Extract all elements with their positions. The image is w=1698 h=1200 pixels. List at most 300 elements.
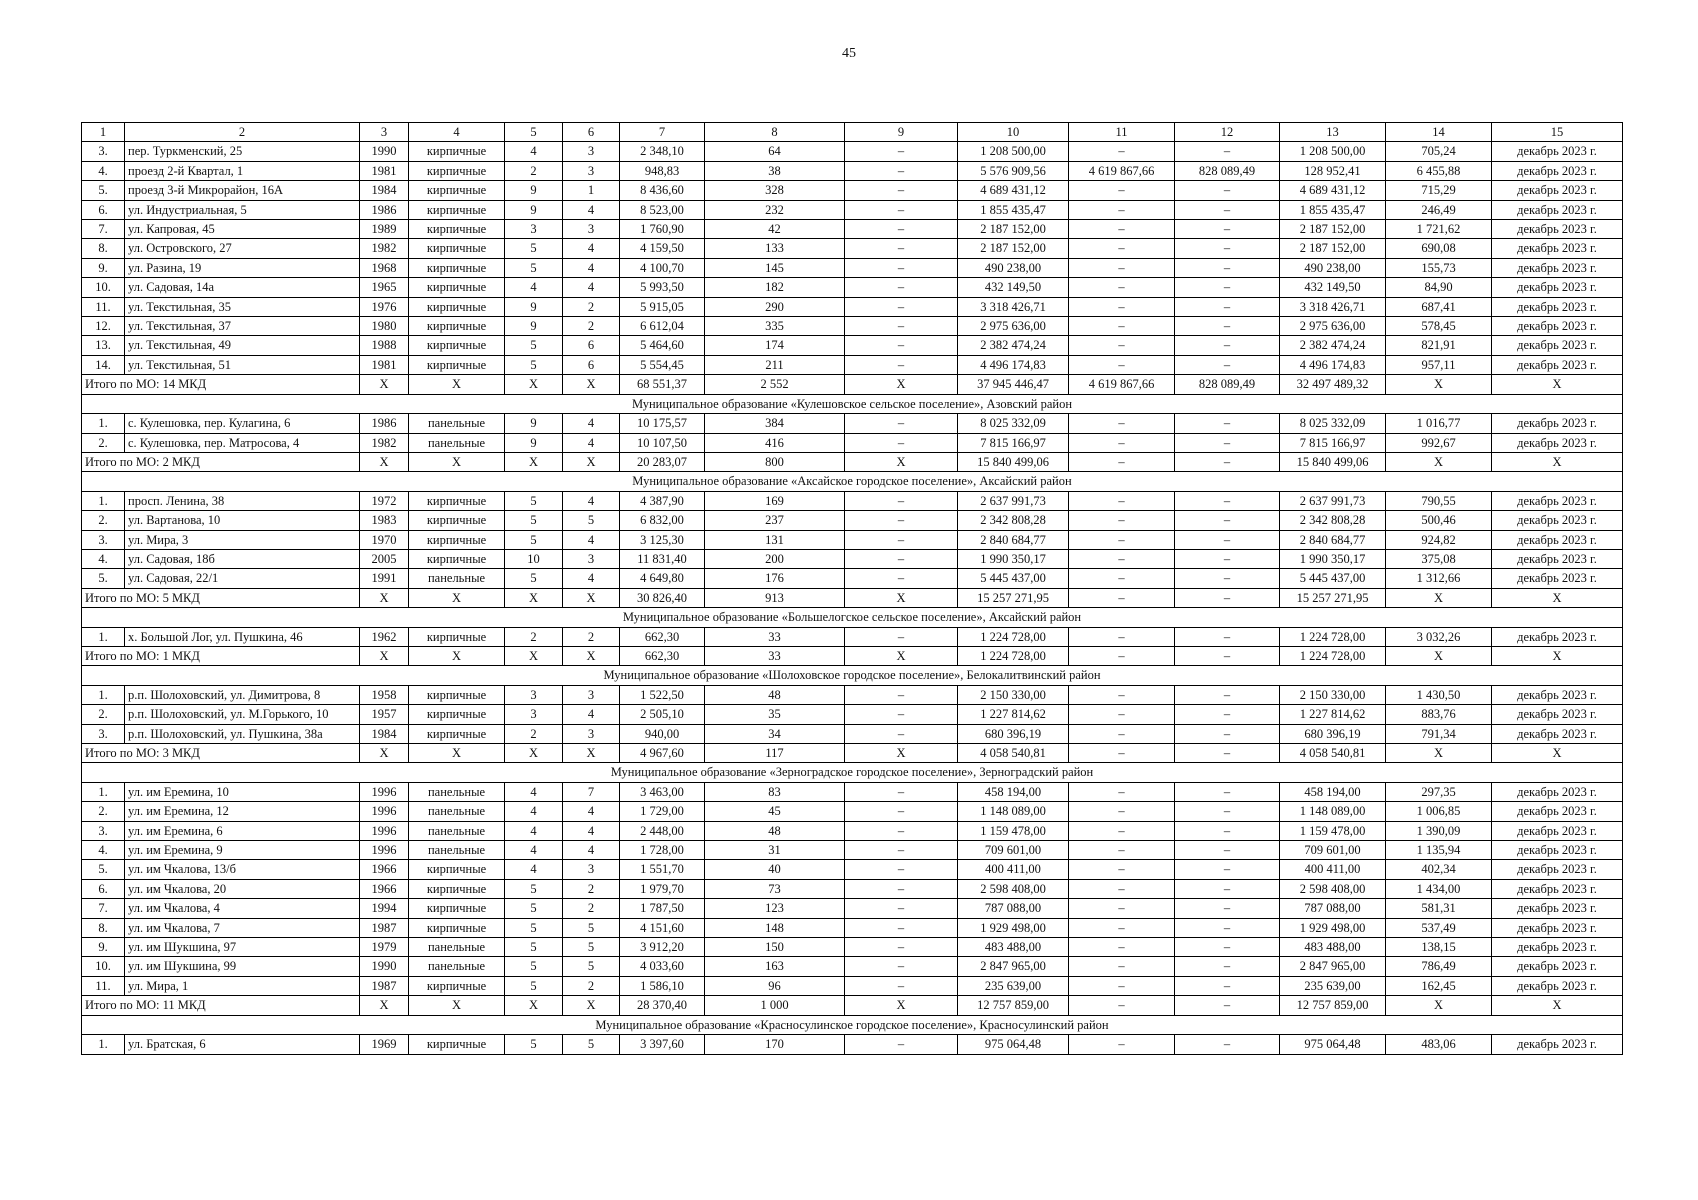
municipality-section-row — [82, 394, 1623, 413]
table-cell: 1 159 478,00 — [1280, 821, 1386, 840]
total-cell: Х — [845, 646, 958, 665]
table-cell: 4 151,60 — [620, 918, 705, 937]
table-cell: 2 505,10 — [620, 705, 705, 724]
table-cell: 2 — [563, 899, 620, 918]
table-cell: 145 — [705, 258, 845, 277]
total-cell: 15 257 271,95 — [958, 588, 1069, 607]
table-cell: декабрь 2023 г. — [1492, 161, 1623, 180]
table-cell: 8 025 332,09 — [1280, 414, 1386, 433]
total-cell: 4 619 867,66 — [1069, 375, 1175, 394]
table-cell: 4 — [563, 239, 620, 258]
table-row — [82, 685, 1623, 704]
table-cell: 11. — [82, 297, 125, 316]
table-cell: 5 — [505, 569, 563, 588]
table-cell: – — [1069, 1035, 1175, 1054]
table-cell: – — [845, 802, 958, 821]
table-cell: декабрь 2023 г. — [1492, 569, 1623, 588]
table-cell: кирпичные — [409, 491, 505, 510]
table-cell: 483 488,00 — [958, 938, 1069, 957]
total-cell: 1 224 728,00 — [1280, 646, 1386, 665]
table-cell: панельные — [409, 802, 505, 821]
table-cell: – — [1069, 724, 1175, 743]
table-cell: 402,34 — [1386, 860, 1492, 879]
table-cell: – — [1069, 899, 1175, 918]
table-cell: 1970 — [360, 530, 409, 549]
table-cell: 3 032,26 — [1386, 627, 1492, 646]
table-cell: – — [1069, 782, 1175, 801]
table-cell: декабрь 2023 г. — [1492, 511, 1623, 530]
table-cell: 1. — [82, 491, 125, 510]
total-cell: Х — [409, 588, 505, 607]
address-cell: ул. Мира, 1 — [125, 976, 360, 995]
table-cell: 5 — [563, 957, 620, 976]
table-cell: 5 445 437,00 — [958, 569, 1069, 588]
table-cell: 705,24 — [1386, 142, 1492, 161]
table-cell: 4 — [505, 278, 563, 297]
table-cell: 4 496 174,83 — [1280, 355, 1386, 374]
table-cell: 1 760,90 — [620, 220, 705, 239]
table-cell: 3. — [82, 724, 125, 743]
table-cell: 3 318 426,71 — [958, 297, 1069, 316]
table-cell: 4 — [563, 705, 620, 724]
table-cell: 84,90 — [1386, 278, 1492, 297]
table-cell: – — [1175, 938, 1280, 957]
table-cell: 4. — [82, 549, 125, 568]
table-cell: 4 — [563, 258, 620, 277]
table-cell: кирпичные — [409, 724, 505, 743]
table-cell: – — [845, 627, 958, 646]
table-row — [82, 200, 1623, 219]
total-cell: Х — [360, 452, 409, 471]
table-cell: кирпичные — [409, 549, 505, 568]
total-cell: – — [1175, 646, 1280, 665]
table-cell: 416 — [705, 433, 845, 452]
table-cell: 1 227 814,62 — [958, 705, 1069, 724]
table-cell: 2005 — [360, 549, 409, 568]
table-body — [82, 142, 1623, 1054]
table-cell: кирпичные — [409, 297, 505, 316]
table-cell: – — [1175, 821, 1280, 840]
column-header: 6 — [563, 123, 620, 142]
table-cell: 1 016,77 — [1386, 414, 1492, 433]
address-cell: ул. Вартанова, 10 — [125, 511, 360, 530]
table-cell: 4 — [563, 200, 620, 219]
table-cell: 1 990 350,17 — [1280, 549, 1386, 568]
table-cell: 400 411,00 — [1280, 860, 1386, 879]
table-cell: 821,91 — [1386, 336, 1492, 355]
total-cell: Х — [563, 452, 620, 471]
address-cell: с. Кулешовка, пер. Кулагина, 6 — [125, 414, 360, 433]
total-cell: 662,30 — [620, 646, 705, 665]
table-cell: 35 — [705, 705, 845, 724]
table-cell: декабрь 2023 г. — [1492, 278, 1623, 297]
total-cell: Х — [505, 588, 563, 607]
table-cell: 975 064,48 — [958, 1035, 1069, 1054]
table-cell: 9 — [505, 200, 563, 219]
table-cell: 2 — [505, 161, 563, 180]
table-cell: 1 148 089,00 — [1280, 802, 1386, 821]
address-cell: ул. Капровая, 45 — [125, 220, 360, 239]
table-row — [82, 511, 1623, 530]
table-cell: декабрь 2023 г. — [1492, 705, 1623, 724]
table-cell: 5 554,45 — [620, 355, 705, 374]
column-header: 13 — [1280, 123, 1386, 142]
table-cell: кирпичные — [409, 879, 505, 898]
table-cell: 1990 — [360, 142, 409, 161]
address-cell: пер. Туркменский, 25 — [125, 142, 360, 161]
table-cell: – — [1069, 938, 1175, 957]
table-cell: – — [1069, 860, 1175, 879]
table-cell: 131 — [705, 530, 845, 549]
table-cell: 33 — [705, 627, 845, 646]
table-row — [82, 1035, 1623, 1054]
table-cell: 48 — [705, 821, 845, 840]
municipality-section-row — [82, 763, 1623, 782]
table-cell: 328 — [705, 181, 845, 200]
table-cell: 4 689 431,12 — [1280, 181, 1386, 200]
table-cell: 7. — [82, 899, 125, 918]
table-cell: 1966 — [360, 879, 409, 898]
table-cell: 200 — [705, 549, 845, 568]
table-cell: 3. — [82, 821, 125, 840]
table-cell: 384 — [705, 414, 845, 433]
table-cell: 2 187 152,00 — [958, 239, 1069, 258]
table-cell: – — [1069, 957, 1175, 976]
table-cell: 4 — [505, 821, 563, 840]
table-cell: 4 496 174,83 — [958, 355, 1069, 374]
table-cell: 3 463,00 — [620, 782, 705, 801]
total-cell: Х — [505, 452, 563, 471]
total-cell: – — [1069, 588, 1175, 607]
total-cell: – — [1175, 452, 1280, 471]
total-cell: Х — [1492, 375, 1623, 394]
total-cell: 15 840 499,06 — [1280, 452, 1386, 471]
table-cell: 138,15 — [1386, 938, 1492, 957]
table-cell: декабрь 2023 г. — [1492, 549, 1623, 568]
address-cell: х. Большой Лог, ул. Пушкина, 46 — [125, 627, 360, 646]
table-cell: 5 — [505, 355, 563, 374]
column-header: 14 — [1386, 123, 1492, 142]
table-cell: 975 064,48 — [1280, 1035, 1386, 1054]
table-cell: кирпичные — [409, 511, 505, 530]
table-cell: 2 847 965,00 — [958, 957, 1069, 976]
table-cell: – — [1069, 297, 1175, 316]
table-cell: 6. — [82, 200, 125, 219]
table-cell: 6 832,00 — [620, 511, 705, 530]
table-cell: 4 — [505, 841, 563, 860]
total-cell: 30 826,40 — [620, 588, 705, 607]
table-cell: – — [1069, 821, 1175, 840]
table-cell: панельные — [409, 782, 505, 801]
table-cell: панельные — [409, 433, 505, 452]
table-cell: 1966 — [360, 860, 409, 879]
municipality-total-row — [82, 744, 1623, 763]
table-cell: 12. — [82, 317, 125, 336]
table-cell: кирпичные — [409, 220, 505, 239]
table-cell: 4 — [563, 569, 620, 588]
table-cell: 45 — [705, 802, 845, 821]
table-cell: – — [845, 317, 958, 336]
total-cell: – — [1069, 744, 1175, 763]
table-cell: 2 847 965,00 — [1280, 957, 1386, 976]
table-row — [82, 491, 1623, 510]
total-cell: 4 967,60 — [620, 744, 705, 763]
table-cell: декабрь 2023 г. — [1492, 685, 1623, 704]
table-cell: – — [1069, 317, 1175, 336]
table-cell: – — [1069, 530, 1175, 549]
total-cell: 32 497 489,32 — [1280, 375, 1386, 394]
table-cell: – — [845, 549, 958, 568]
table-cell: – — [1069, 685, 1175, 704]
table-cell: 1996 — [360, 821, 409, 840]
table-cell: 687,41 — [1386, 297, 1492, 316]
table-cell: 232 — [705, 200, 845, 219]
column-header: 10 — [958, 123, 1069, 142]
table-cell: декабрь 2023 г. — [1492, 841, 1623, 860]
total-label: Итого по МО: 11 МКД — [82, 996, 360, 1015]
table-cell: кирпичные — [409, 239, 505, 258]
table-cell: 3 — [563, 142, 620, 161]
table-cell: – — [1175, 860, 1280, 879]
table-cell: 1 430,50 — [1386, 685, 1492, 704]
address-cell: ул. Индустриальная, 5 — [125, 200, 360, 219]
table-cell: – — [1175, 355, 1280, 374]
table-cell: 786,49 — [1386, 957, 1492, 976]
table-cell: 9 — [505, 181, 563, 200]
table-cell: кирпичные — [409, 685, 505, 704]
table-cell: 5. — [82, 569, 125, 588]
address-cell: р.п. Шолоховский, ул. Пушкина, 38а — [125, 724, 360, 743]
table-cell: 4 619 867,66 — [1069, 161, 1175, 180]
table-row — [82, 220, 1623, 239]
table-cell: 5 445 437,00 — [1280, 569, 1386, 588]
table-cell: – — [1175, 491, 1280, 510]
table-cell: 2 382 474,24 — [1280, 336, 1386, 355]
table-cell: 1 979,70 — [620, 879, 705, 898]
table-row — [82, 860, 1623, 879]
table-cell: декабрь 2023 г. — [1492, 899, 1623, 918]
table-cell: 1968 — [360, 258, 409, 277]
table-cell: 5 993,50 — [620, 278, 705, 297]
total-cell: – — [1069, 996, 1175, 1015]
table-cell: 7 815 166,97 — [1280, 433, 1386, 452]
municipality-section-row — [82, 472, 1623, 491]
address-cell: ул. Мира, 3 — [125, 530, 360, 549]
total-cell: Х — [360, 996, 409, 1015]
table-cell: – — [1069, 142, 1175, 161]
table-cell: – — [1175, 569, 1280, 588]
table-cell: 1 434,00 — [1386, 879, 1492, 898]
table-cell: 4 159,50 — [620, 239, 705, 258]
address-cell: ул. им Еремина, 12 — [125, 802, 360, 821]
table-cell: 3 125,30 — [620, 530, 705, 549]
municipality-total-row — [82, 588, 1623, 607]
total-cell: 913 — [705, 588, 845, 607]
table-cell: – — [845, 879, 958, 898]
table-cell: 4 — [505, 802, 563, 821]
table-cell: 1988 — [360, 336, 409, 355]
table-cell: 1958 — [360, 685, 409, 704]
total-cell: 2 552 — [705, 375, 845, 394]
table-cell: 957,11 — [1386, 355, 1492, 374]
table-cell: 2 — [563, 879, 620, 898]
address-cell: ул. им Шукшина, 97 — [125, 938, 360, 957]
table-cell: 4 033,60 — [620, 957, 705, 976]
table-cell: – — [1069, 200, 1175, 219]
table-cell: 9 — [505, 297, 563, 316]
table-cell: 4 — [505, 860, 563, 879]
table-cell: 5 — [505, 976, 563, 995]
total-cell: 4 058 540,81 — [1280, 744, 1386, 763]
address-cell: с. Кулешовка, пер. Матросова, 4 — [125, 433, 360, 452]
table-cell: кирпичные — [409, 918, 505, 937]
table-cell: 10. — [82, 278, 125, 297]
table-cell: 170 — [705, 1035, 845, 1054]
table-cell: декабрь 2023 г. — [1492, 821, 1623, 840]
table-cell: 1. — [82, 1035, 125, 1054]
table-cell: 290 — [705, 297, 845, 316]
table-cell: 1 728,00 — [620, 841, 705, 860]
address-cell: р.п. Шолоховский, ул. Димитрова, 8 — [125, 685, 360, 704]
table-cell: 1979 — [360, 938, 409, 957]
table-cell: – — [845, 918, 958, 937]
table-cell: 5 915,05 — [620, 297, 705, 316]
table-cell: 3 912,20 — [620, 938, 705, 957]
table-cell: 8. — [82, 918, 125, 937]
table-cell: кирпичные — [409, 336, 505, 355]
total-cell: Х — [563, 375, 620, 394]
table-cell: – — [1175, 879, 1280, 898]
table-row — [82, 627, 1623, 646]
table-cell: 7. — [82, 220, 125, 239]
table-cell: декабрь 2023 г. — [1492, 879, 1623, 898]
table-cell: 2 975 636,00 — [1280, 317, 1386, 336]
total-cell: Х — [845, 744, 958, 763]
total-cell: 800 — [705, 452, 845, 471]
table-cell: 3 — [563, 724, 620, 743]
table-row — [82, 278, 1623, 297]
table-cell: 335 — [705, 317, 845, 336]
table-cell: 709 601,00 — [1280, 841, 1386, 860]
table-cell: 2 — [563, 976, 620, 995]
table-cell: декабрь 2023 г. — [1492, 200, 1623, 219]
table-cell: 709 601,00 — [958, 841, 1069, 860]
table-row — [82, 899, 1623, 918]
table-cell: – — [1175, 317, 1280, 336]
table-cell: 1980 — [360, 317, 409, 336]
address-cell: ул. им Чкалова, 7 — [125, 918, 360, 937]
total-cell: Х — [409, 646, 505, 665]
table-cell: панельные — [409, 414, 505, 433]
table-cell: 432 149,50 — [1280, 278, 1386, 297]
total-cell: – — [1175, 744, 1280, 763]
total-cell: 12 757 859,00 — [1280, 996, 1386, 1015]
table-cell: 40 — [705, 860, 845, 879]
table-cell: – — [1175, 918, 1280, 937]
table-cell: 48 — [705, 685, 845, 704]
total-cell: 12 757 859,00 — [958, 996, 1069, 1015]
table-cell: кирпичные — [409, 161, 505, 180]
table-cell: 662,30 — [620, 627, 705, 646]
table-cell: 2. — [82, 705, 125, 724]
municipality-title: Муниципальное образование «Шолоховское городское поселение», Белокалитвинский район — [82, 666, 1623, 685]
table-cell: – — [845, 530, 958, 549]
table-cell: 7 815 166,97 — [958, 433, 1069, 452]
address-cell: ул. им Еремина, 10 — [125, 782, 360, 801]
total-cell: – — [1175, 588, 1280, 607]
table-cell: – — [1069, 355, 1175, 374]
table-cell: 246,49 — [1386, 200, 1492, 219]
table-cell: панельные — [409, 569, 505, 588]
table-cell: 1987 — [360, 976, 409, 995]
total-cell: Х — [1492, 646, 1623, 665]
table-cell: 680 396,19 — [958, 724, 1069, 743]
table-cell: 1983 — [360, 511, 409, 530]
table-cell: 9. — [82, 938, 125, 957]
total-cell: 1 224 728,00 — [958, 646, 1069, 665]
table-cell: 2 — [505, 724, 563, 743]
table-cell: – — [845, 821, 958, 840]
total-cell: 33 — [705, 646, 845, 665]
table-cell: 4 100,70 — [620, 258, 705, 277]
table-cell: 1 787,50 — [620, 899, 705, 918]
total-cell: Х — [505, 744, 563, 763]
table-cell: 3 — [563, 161, 620, 180]
total-cell: Х — [409, 996, 505, 1015]
table-cell: 2. — [82, 802, 125, 821]
apartment-buildings-table — [81, 122, 1623, 1055]
table-cell: – — [1175, 957, 1280, 976]
table-cell: – — [845, 200, 958, 219]
column-header: 9 — [845, 123, 958, 142]
table-cell: 14. — [82, 355, 125, 374]
table-cell: – — [1175, 239, 1280, 258]
table-cell: 2 — [505, 627, 563, 646]
table-cell: 924,82 — [1386, 530, 1492, 549]
table-cell: – — [1175, 297, 1280, 316]
table-cell: 2 448,00 — [620, 821, 705, 840]
table-cell: – — [1175, 181, 1280, 200]
table-cell: 1 — [563, 181, 620, 200]
table-cell: 680 396,19 — [1280, 724, 1386, 743]
column-number-header-row — [82, 123, 1623, 142]
column-header: 8 — [705, 123, 845, 142]
table-cell: 3 — [563, 685, 620, 704]
table-cell: 34 — [705, 724, 845, 743]
table-cell: – — [1175, 336, 1280, 355]
table-cell: 4 — [563, 491, 620, 510]
table-cell: 1 208 500,00 — [958, 142, 1069, 161]
total-cell: Х — [1386, 375, 1492, 394]
table-cell: 148 — [705, 918, 845, 937]
page-number: 45 — [842, 46, 856, 61]
table-cell: 1991 — [360, 569, 409, 588]
address-cell: ул. им Шукшина, 99 — [125, 957, 360, 976]
table-cell: 490 238,00 — [958, 258, 1069, 277]
total-cell: Х — [360, 588, 409, 607]
table-cell: – — [1175, 549, 1280, 568]
table-cell: – — [1069, 705, 1175, 724]
column-header: 1 — [82, 123, 125, 142]
column-header: 4 — [409, 123, 505, 142]
table-cell: 6 — [563, 355, 620, 374]
total-label: Итого по МО: 14 МКД — [82, 375, 360, 394]
total-cell: 828 089,49 — [1175, 375, 1280, 394]
table-cell: 5 — [505, 957, 563, 976]
table-row — [82, 297, 1623, 316]
table-cell: 1 135,94 — [1386, 841, 1492, 860]
table-cell: 4 — [563, 278, 620, 297]
